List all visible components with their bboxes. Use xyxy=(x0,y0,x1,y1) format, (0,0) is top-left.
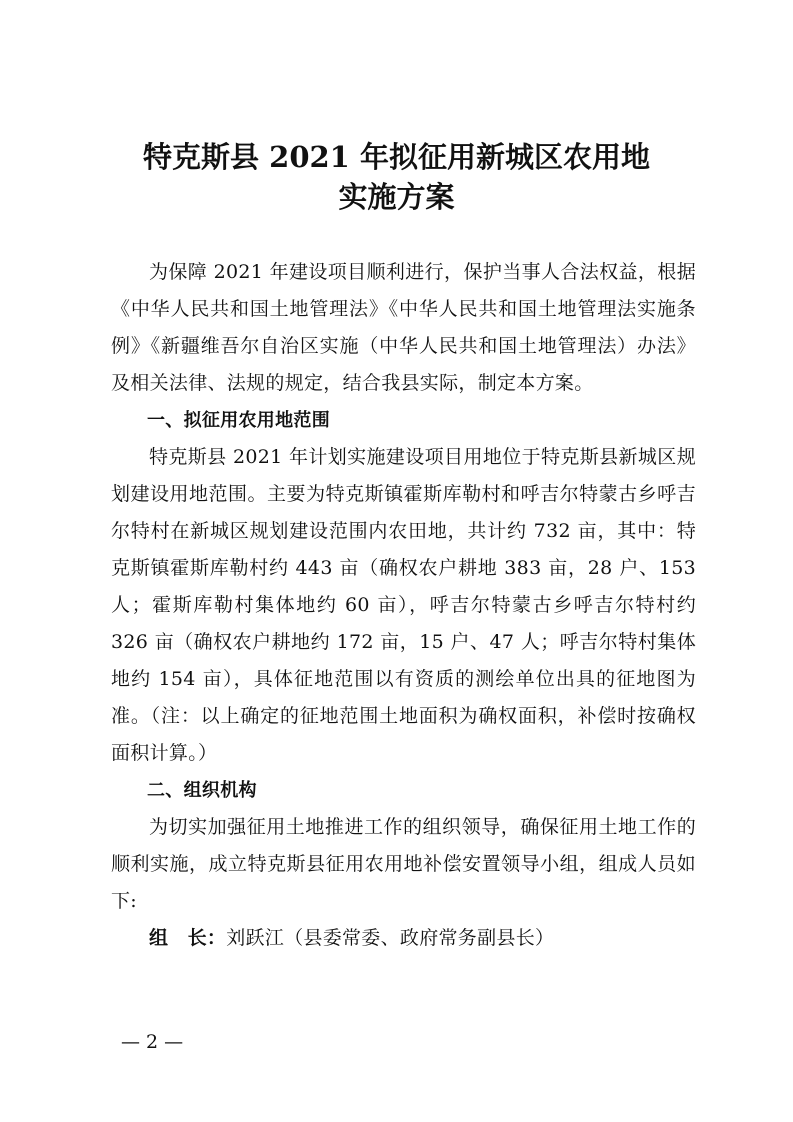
section-2-paragraph: 为切实加强征用土地推进工作的组织领导，确保征用土地工作的顺利实施，成立特克斯县征用农用地补偿安置领导小组，组成人员如下: xyxy=(111,816,696,912)
page-number: — 2 — xyxy=(121,1031,184,1053)
document-title-line-2: 实施方案 xyxy=(338,180,455,214)
section-1-paragraph: 特克斯县 2021 年计划实施建设项目用地位于特克斯县新城区规划建设用地范围。主要为特克斯镇霍斯库勒村和呼吉尔特蒙古乡呼吉尔特村在新城区规划建设范围内农田地，共计约 732 亩，其中：特克斯镇霍斯库勒村约 443 亩（确权农户耕地 383 亩，28 户、153 人；霍斯库勒村集体地约 60 亩），呼吉尔特蒙古乡呼吉尔特村约 326 亩（确权农户耕地约 172 亩，15 户、47 人；呼吉尔特村集体地约 154 亩），具体征地范围以有资质的测绘单位出具的征地图为准。（注：以上确定的征地范围土地面积为确权面积，补偿时按确权面积计算。） xyxy=(111,446,696,764)
member-line xyxy=(111,920,696,957)
document-body xyxy=(111,254,696,957)
member-name: 刘跃江（县委常委、政府常务副县长） xyxy=(226,927,555,949)
section-2-heading: 二、组织机构 xyxy=(147,780,257,801)
member-role-label: 组 长： xyxy=(149,927,227,949)
document-title-line-1: 特克斯县 2021 年拟征用新城区农用地 xyxy=(143,140,650,174)
section-1-heading: 一、拟征用农用地范围 xyxy=(147,410,330,431)
intro-paragraph: 为保障 2021 年建设项目顺利进行，保护当事人合法权益，根据《中华人民共和国土地管理法》《中华人民共和国土地管理法实施条例》《新疆维吾尔自治区实施（中华人民共和国土地管理法）办法》及相关法律、法规的规定，结合我县实际，制定本方案。 xyxy=(111,261,696,394)
